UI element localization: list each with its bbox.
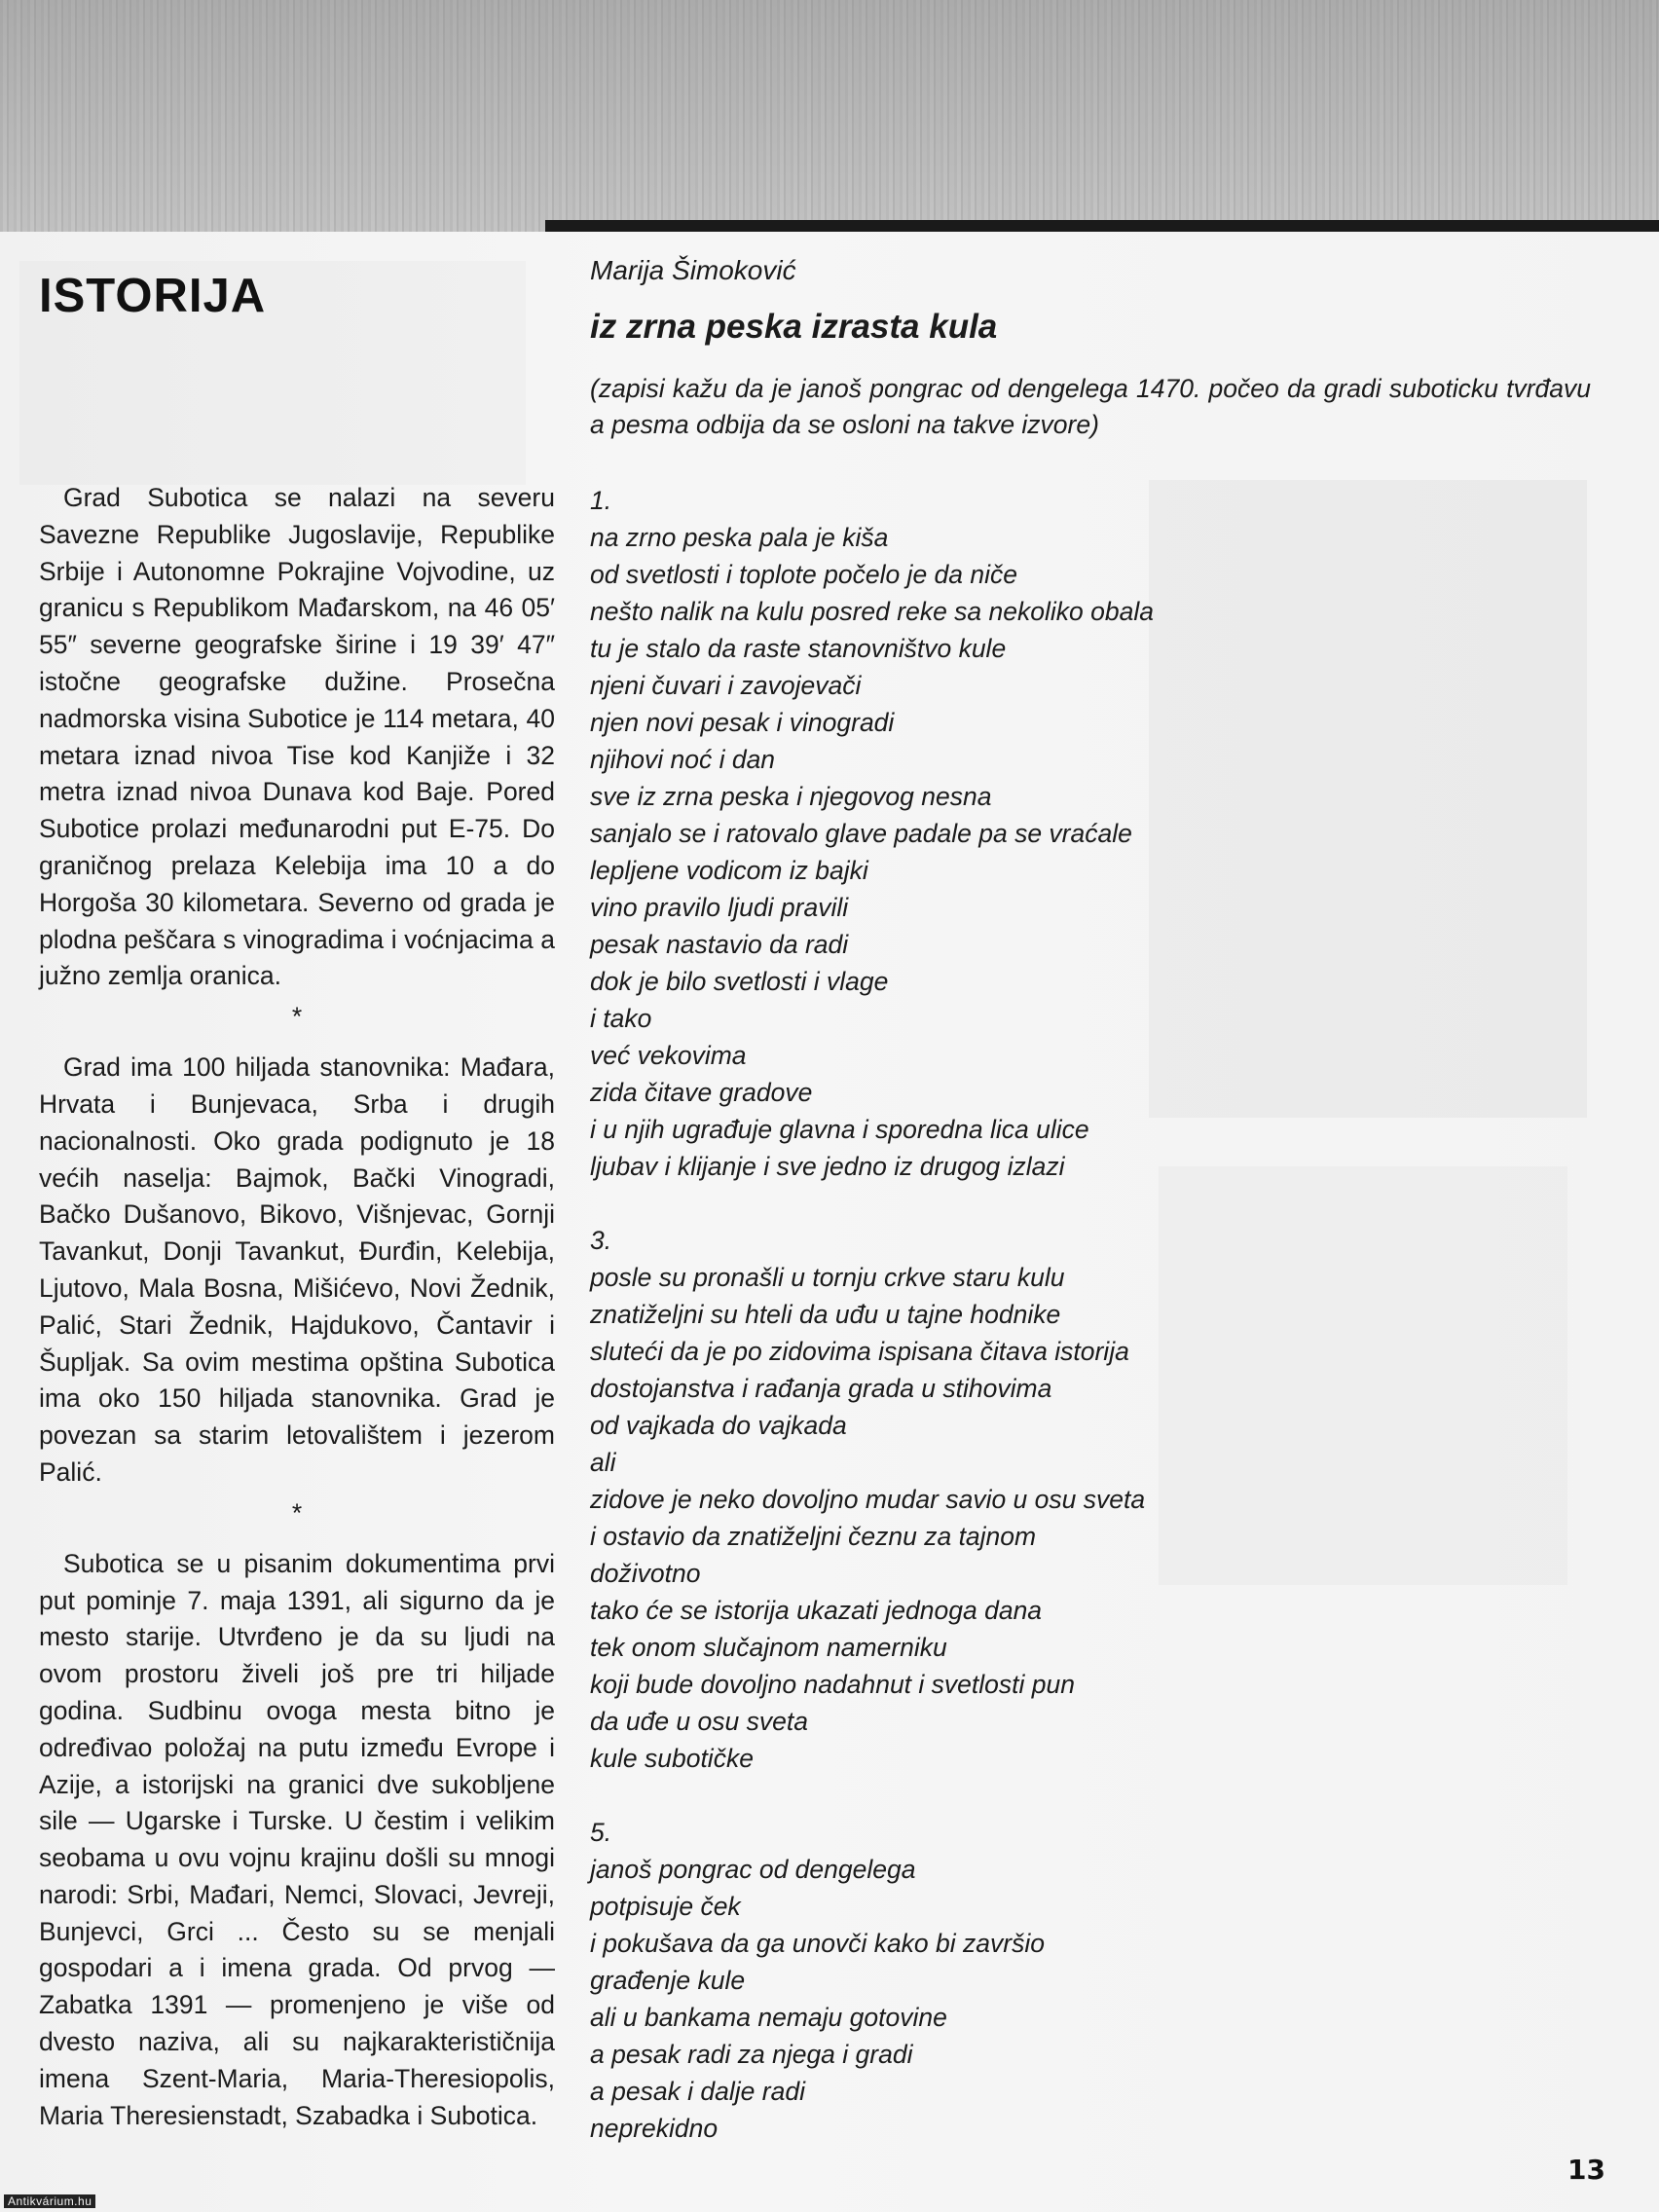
poem-line: slutеći da je po zidovima ispisana čitava istorija	[590, 1337, 1129, 1366]
poem-line: ljubav i klijanje i sve jedno iz drugog izlazi	[590, 1152, 1065, 1181]
poem-line: pesak nastavio da radi	[590, 930, 849, 959]
page-number: 13	[1567, 2154, 1605, 2186]
poem-line: neprekidno	[590, 2114, 719, 2143]
poem-line: sanjalo se i ratovalo glave padale pa se vraćale	[590, 819, 1132, 848]
poem-line: i u njih ugrađuje glavna i sporedna lica ulice	[590, 1115, 1089, 1144]
poem-note: (zapisi kažu da je janoš pongrac od dengelega 1470. počeo da gradi suboticku tvrđavu a pesma odbija da se osloni na takve izvore)	[590, 374, 1591, 439]
poem-line: njeni čuvari i zavojevači	[590, 671, 862, 700]
book-page	[0, 232, 1659, 2212]
poem-line: koji bude dovoljno nadahnut i svetlosti pun	[590, 1670, 1075, 1699]
section-separator: *	[291, 1497, 303, 1528]
poem-line: već vekovima	[590, 1041, 747, 1070]
poem-line: sve iz zrna peska i njegovog nesna	[590, 782, 992, 811]
poem-author: Marija Šimoković	[590, 255, 796, 285]
poem-title: iz zrna peska izrasta kula	[590, 308, 998, 346]
poem-line: dok je bilo svetlosti i vlage	[590, 967, 889, 996]
photo-background-shade	[0, 0, 1659, 253]
poem-line: lepljene vodicom iz bajki	[590, 856, 868, 885]
poem-line: i ostavio da znatiželjni čeznu za tajnom	[590, 1522, 1037, 1551]
poem-line: kule subotičke	[590, 1744, 754, 1773]
poem-line: građenje kule	[590, 1966, 746, 1995]
poem-line: doživotno	[590, 1559, 701, 1588]
poem-line: zida čitave gradove	[590, 1078, 813, 1107]
history-paragraph: Grad Subotica se nalazi na severu Savezne Republike Jugoslavije, Republike Srbije i Autonomne Pokrajine Vojvodine, uz granicu s Republikom Mađarskom, na 46 05′ 55″ severne geografske širine i 19 39′ 47″ istočne geografske dužine. Prosečna nadmorska visina Subotice je 114 metara, 40 metara iznad nivoa Tise kod Kanjiže i 32 metra iznad nivoa Dunava kod Baje. Pored Subotice prolazi međunarodni put E-75. Do graničnog prelaza Kelebija ima 10 a do Horgoša 30 kilometara. Severno od grada je plodna peščara s vinogradima i voćnjacima a južno zemlja oranica.	[39, 483, 555, 991]
history-paragraph: Grad ima 100 hiljada stanovnika: Mađara, Hrvata i Bunjevaca, Srba i drugih nacionalnosti. Oko grada podignuto je 18 većih naselja: Bajmok, Bački Vinogradi, Bačko Dušanovo, Bikovo, Višnjevac, Gornji Tavankut, Donji Tavankut, Đurđin, Kelebija, Ljutovo, Mala Bosna, Mišićevo, Novi Žednik, Palić, Stari Žednik, Hajdukovo, Čantavir i Šupljak. Sa ovim mestima opština Subotica ima oko 150 hiljada stanovnika. Grad je povezan sa starim letovalištem i jezerom Palić.	[39, 1052, 555, 1487]
poem-line: i pokušava da ga unovči kako bi završio	[590, 1929, 1045, 1958]
poem-line: ali	[590, 1448, 616, 1477]
poem-line: ali u bankama nemaju gotovine	[590, 2003, 947, 2032]
poem-line: od svetlosti i toplote počelo je da niče	[590, 560, 1017, 589]
poem-line: znatiželjni su hteli da uđu u tajne hodnike	[590, 1300, 1061, 1329]
poem-line: vino pravilo ljudi pravili	[590, 893, 849, 922]
poem-line: njihovi noć i dan	[590, 745, 776, 774]
poem-line: od vajkada do vajkada	[590, 1411, 847, 1440]
poem-line: posle su pronašli u tornju crkve staru kulu	[590, 1263, 1065, 1292]
stanza-number: 1.	[590, 486, 612, 515]
poem-stanza	[590, 1222, 1612, 1777]
history-column	[39, 480, 555, 2134]
stanza-number: 5.	[590, 1818, 612, 1847]
watermark: Antikvárium.hu	[4, 2194, 95, 2208]
section-separator: *	[291, 1002, 303, 1032]
poem-line: janoš pongrac od dengelega	[590, 1855, 916, 1884]
poem-line: potpisuje ček	[590, 1892, 741, 1921]
stanza-number: 3.	[590, 1226, 612, 1255]
poem-line: njen novi pesak i vinogradi	[590, 708, 895, 737]
poem-stanza	[590, 1814, 1612, 2147]
poem-line: da uđe u osu sveta	[590, 1707, 808, 1736]
poem-line: i tako	[590, 1004, 652, 1033]
poem-line: na zrno peska pala je kiša	[590, 523, 889, 552]
poem-line: dostojanstva i rađanja grada u stihovima	[590, 1374, 1052, 1403]
poem-stanza	[590, 482, 1612, 1185]
poem-line: tako će se istorija ukazati jednoga dana	[590, 1596, 1043, 1625]
history-paragraph: Subotica se u pisanim dokumentima prvi put pominje 7. maja 1391, ali sigurno da je mesto starije. Utvrđeno je da su ljudi na ovom prostoru živeli još pre tri hiljade godina. Sudbinu ovoga mesta bitno je određivao položaj na putu između Evrope i Azije, a istorijski na granici dve sukobljene sile — Ugarske i Turske. U čestim i velikim seobama u ovu vojnu krajinu došli su mnogi narodi: Srbi, Mađari, Nemci, Slovaci, Jevreji, Bunjevci, Grci ... Često su se menjali gospodari a i imena grada. Od prvog — Zabatka 1391 — promenjeno je više od dvesto naziva, ali su najkarakterističnija imena Szent-Maria, Maria-Theresiopolis, Maria Theresienstadt, Szabadka i Subotica.	[39, 1548, 555, 2130]
poem-line: tek onom slučajnom namerniku	[590, 1633, 947, 1662]
poem-line: tu je stalo da raste stanovništvo kule	[590, 634, 1007, 663]
poem-line: a pesak radi za njega i gradi	[590, 2040, 913, 2069]
poem-column	[590, 253, 1612, 2147]
poem-line: a pesak i dalje radi	[590, 2077, 805, 2106]
poem-line: nešto nalik na kulu posred reke sa nekoliko obala	[590, 597, 1154, 626]
page-heading: ISTORIJA	[39, 270, 267, 322]
poem-line: zidove je neko dovoljno mudar savio u osu sveta	[590, 1485, 1146, 1514]
